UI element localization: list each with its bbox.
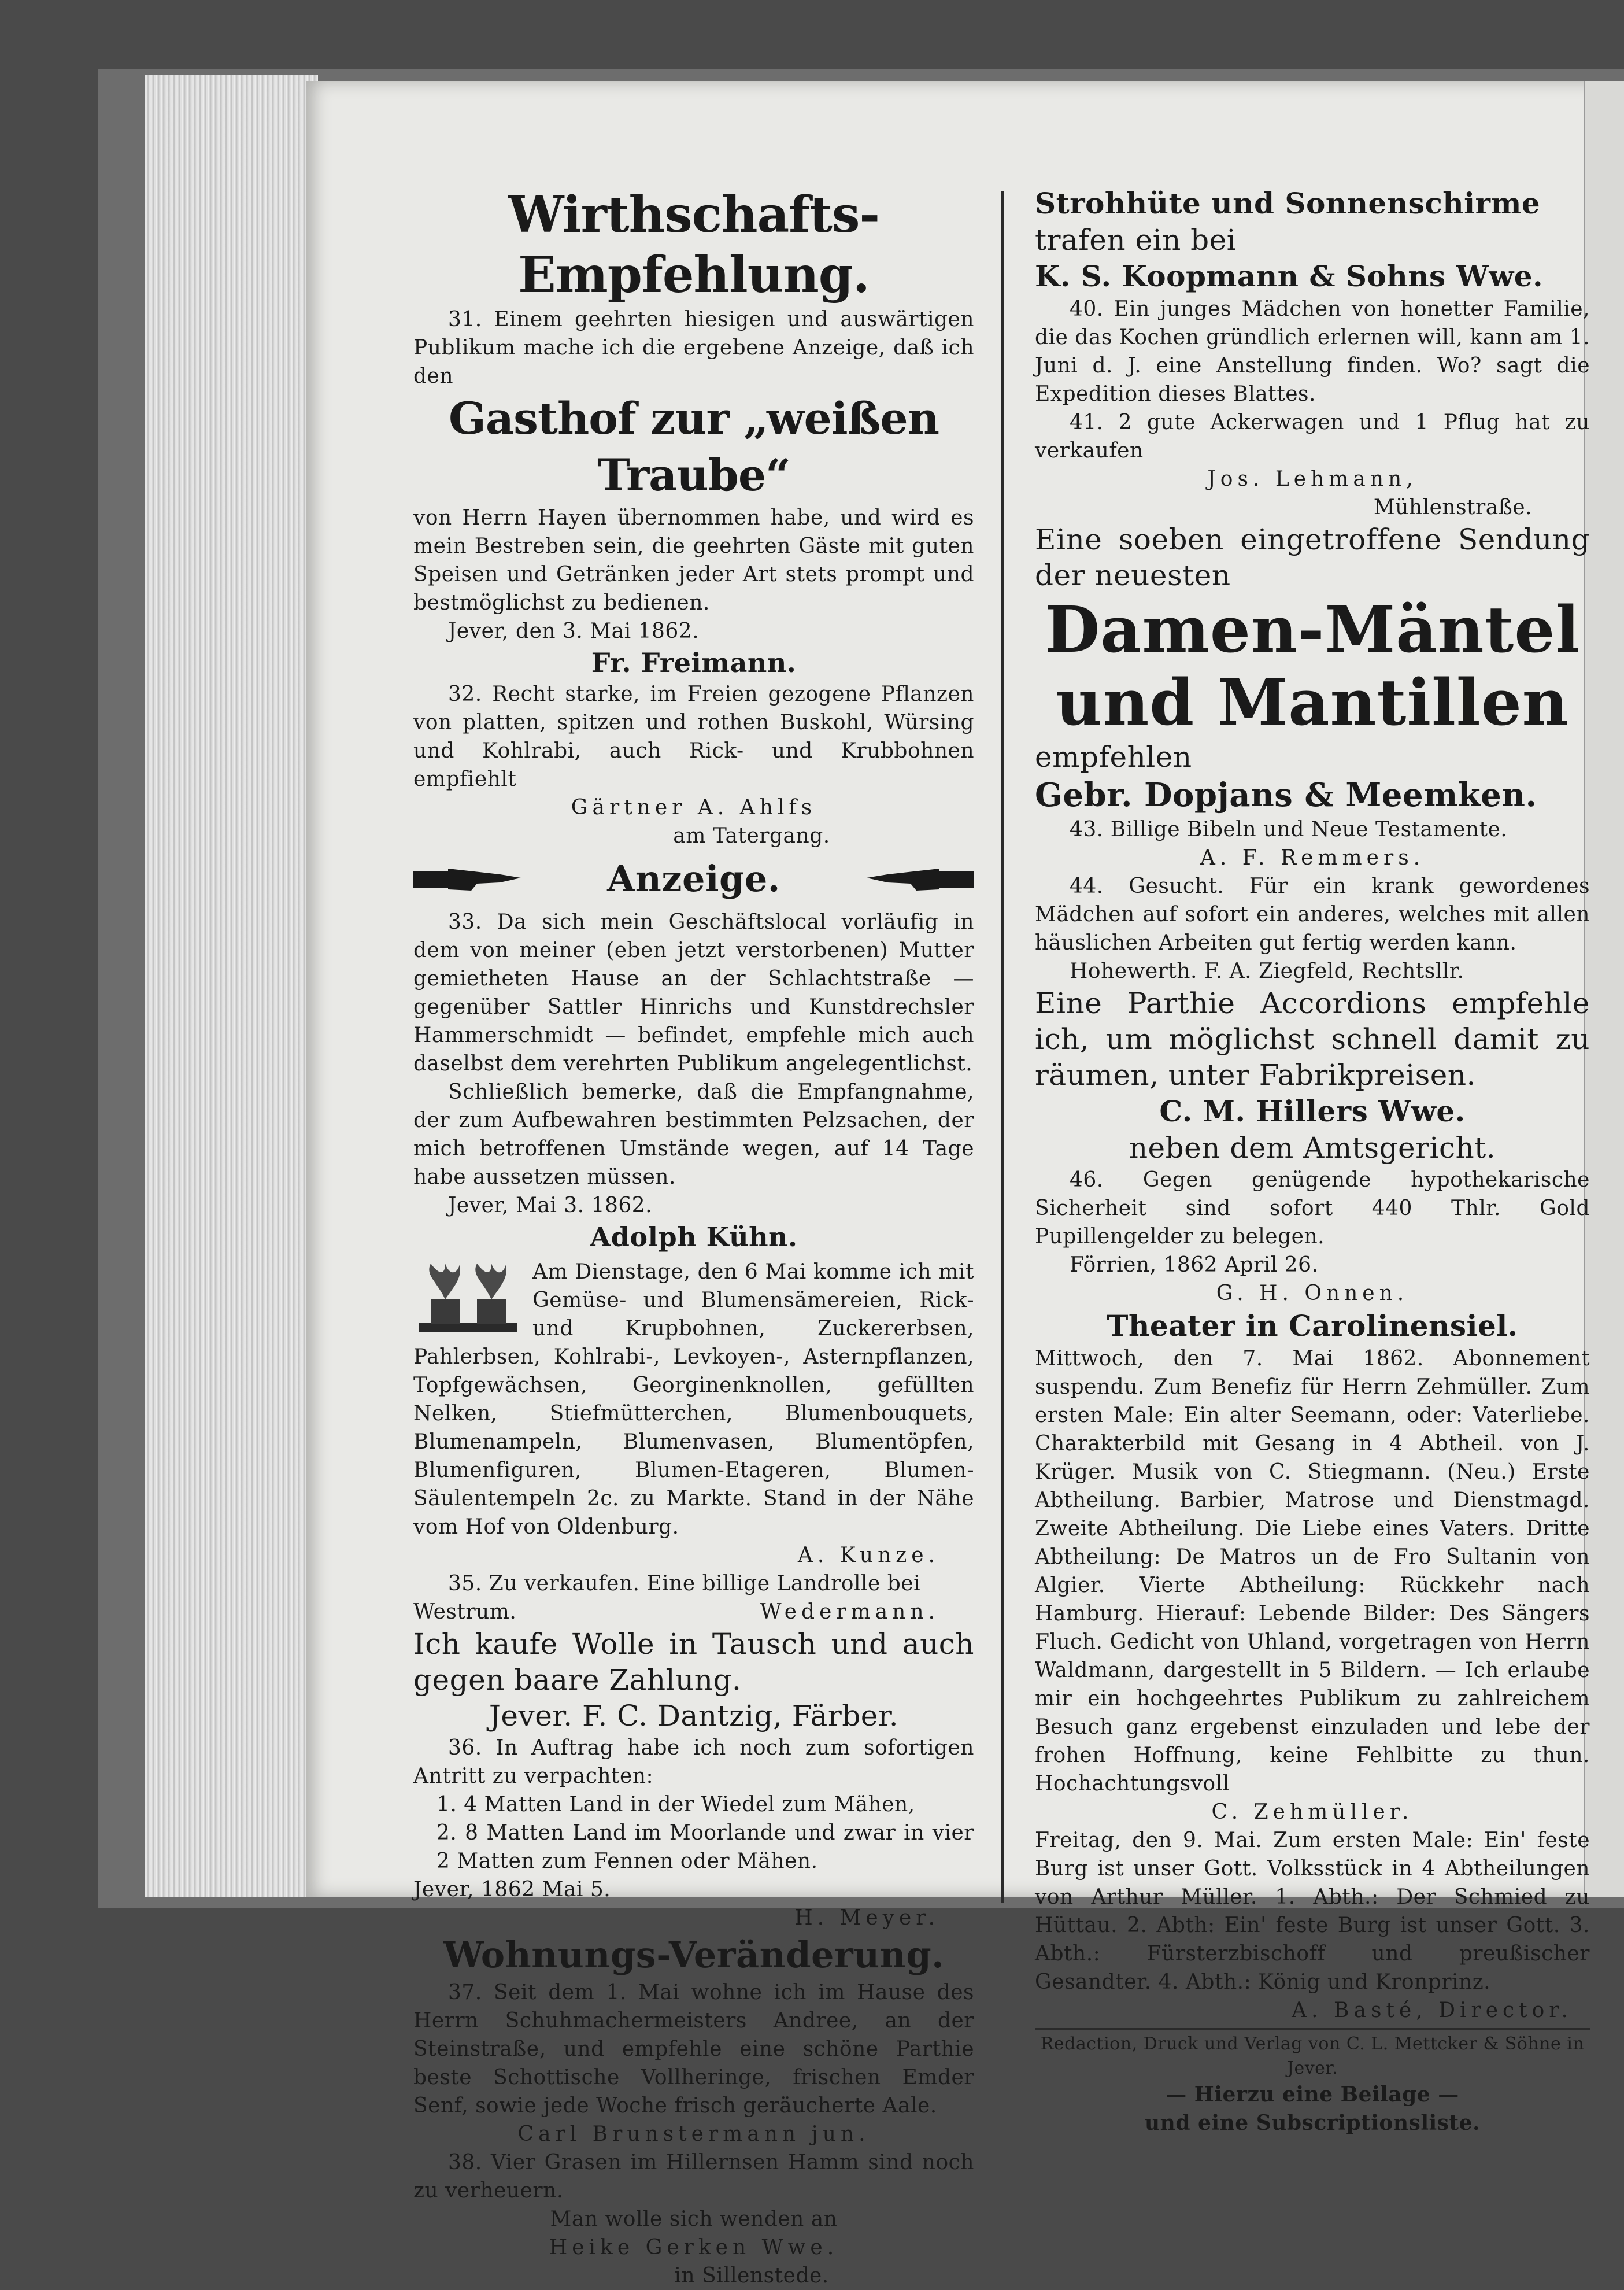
ad-33-date: Jever, Mai 3. 1862. — [448, 1194, 653, 1217]
footer-rule — [1035, 2028, 1590, 2030]
ad-36-item-1: 1. 4 Matten Land in der Wiedel zum Mähen, — [436, 1793, 915, 1816]
ad-31-signature: Fr. Freimann. — [591, 647, 797, 678]
wolle-text: Ich kaufe Wolle in Tausch und auch gegen baare Zahlung. — [413, 1627, 974, 1697]
ad-35-signature: Wedermann. — [760, 1600, 939, 1624]
ad-33-note: Schließlich bemerke, daß die Empfangnahme, der zum Aufbewahren bestimmten Pelzsachen, der mich betroffenen Umstände wegen, auf 14 Tage habe aussetzen müssen. — [413, 1080, 974, 1189]
ad-38-contact: Man wolle sich wenden an — [550, 2207, 838, 2231]
ad-32-signature: Gärtner A. Ahlfs — [571, 796, 817, 819]
ad-37-text: 37. Seit dem 1. Mai wohne ich im Hause des Herrn Schuhmachermeisters Andree, an der Steinstraße, und empfehle eine schöne Parthie beste Schottische Vollheringe, frischen Emder Senf, sowie jede Woche frisch geräucherte Aale. — [413, 1981, 974, 2118]
ad-38-place: in Sillenstede. — [674, 2264, 829, 2288]
stroh-heading: Strohhüte und Sonnenschirme — [1035, 186, 1541, 220]
ad-32-place: am Tatergang. — [673, 824, 830, 848]
ad-46-text: 46. Gegen genügende hypothekarische Sicherheit sind sofort 440 Thlr. Gold Pupillengelder zu belegen. — [1035, 1168, 1590, 1249]
ad-34-signature: A. Kunze. — [797, 1543, 939, 1567]
column-divider — [1001, 191, 1004, 1903]
ad-41-signature: Jos. Lehmann, — [1207, 467, 1418, 491]
ad-40-text: 40. Ein junges Mädchen von honetter Familie, die das Kochen gründlich erlernen will, kann am 1. Juni d. J. eine Anstellung finden. Wo? sagt die Expedition dieses Blattes. — [1035, 297, 1590, 406]
damen-maentel-heading: Damen-Mäntel — [1044, 592, 1581, 667]
theater-heading: Theater in Carolinensiel. — [1107, 1309, 1518, 1343]
ad-33-signature: Adolph Kühn. — [590, 1221, 798, 1253]
empfehlen-text: empfehlen — [1035, 740, 1192, 774]
ad-36-date: Jever, 1862 Mai 5. — [413, 1878, 611, 1901]
ad-34-text: Am Dienstage, den 6 Mai komme ich mit Gemüse- und Blumensämereien, Rick- und Krupbohnen, Zuckererbsen, Pahlerbsen, Kohlrabi-, Levkoyen-, Asternpflanzen, Topfgewächsen, Georginenknollen, gefüllten Nelken, Stiefmütterchen, Blumenbouquets, Blumenampeln, Blumenvasen, Blumentöpfen, Blumenfiguren, Blumen-Etageren, Blumen-Säulentempeln 2c. zu Markte. Stand in der Nähe vom Hof von Oldenburg. — [413, 1260, 974, 1539]
theater-program-1: Mittwoch, den 7. Mai 1862. Abonnement suspendu. Zum Benefiz für Herrn Zehmüller. Zum ersten Male: Ein alter Seemann, oder: Vaterliebe. Charakterbild mit Gesang in 4 Abtheil. von J. Krüger. Musik von C. Stiegmann. (Neu.) Erste Abtheilung. Barbier, Matrose und Dienstmagd. Zweite Abtheilung. Die Liebe eines Vaters. Dritte Abtheilung: De Matros un de Fro Sultanin von Algier. Vierte Abtheilung: Rückkehr nach Hamburg. Hierauf: Lebende Bilder: Des Sängers Fluch. Gedicht von Uhland, vorgetragen von Herrn Waldmann, dargestellt in 5 Bildern. — Ich erlaube mir ein hochgeehrtes Publikum zu zahlreichem Besuch ganz ergebenst einzuladen und lebe der frohen Hoffnung, keine Fehlbitte zu thun. Hochachtungsvoll — [1035, 1347, 1590, 1796]
wohnung-heading: Wohnungs-Veränderung. — [443, 1934, 945, 1976]
left-column — [413, 185, 974, 2290]
stroh-signature: K. S. Koopmann & Sohns Wwe. — [1035, 259, 1544, 293]
subscription-note: und eine Subscriptionsliste. — [1144, 2111, 1481, 2135]
page-edges — [145, 75, 318, 1897]
ad-31-date: Jever, den 3. Mai 1862. — [448, 619, 700, 643]
ad-43-signature: A. F. Remmers. — [1200, 846, 1425, 870]
ad-41-text: 41. 2 gute Ackerwagen und 1 Pflug hat zu verkaufen — [1035, 411, 1590, 463]
ad-37-signature: Carl Brunstermann jun. — [517, 2122, 870, 2146]
ad-44-signature: Hohewerth. F. A. Ziegfeld, Rechtsllr. — [1070, 959, 1464, 983]
pointing-hand-left-icon — [864, 860, 974, 897]
ad-35-place: Westrum. — [413, 1600, 517, 1624]
sendung-text: Eine soeben eingetroffene Sendung der neuesten — [1035, 523, 1590, 592]
ad-36-signature: H. Meyer. — [794, 1906, 939, 1930]
theater-program-2: Freitag, den 9. Mai. Zum ersten Male: Ein' feste Burg ist unser Gott. Volksstück in 4 Abtheilungen von Arthur Müller. 1. Abth.: Der Schmied zu Hüttau. 2. Abth: Ein' feste Burg ist unser Gott. 3. Abth.: Fürsterzbischoff und preußischer Gesandter. 4. Abth.: König und Kronprinz. — [1035, 1829, 1590, 1994]
ad-34 — [413, 1258, 974, 1541]
title-wirthschafts: Wirthschafts-Empfehlung. — [508, 186, 880, 304]
ad-44-text: 44. Gesucht. Für ein krank gewordenes Mädchen auf sofort ein anderes, welches mit allen häuslichen Arbeiten gut fertig werden kann. — [1035, 874, 1590, 955]
ad-46-signature: G. H. Onnen. — [1216, 1281, 1409, 1305]
stroh-subheading: trafen ein bei — [1035, 223, 1237, 257]
ad-41-place: Mühlenstraße. — [1373, 496, 1532, 519]
ad-35-text: 35. Zu verkaufen. Eine billige Landrolle bei — [448, 1572, 921, 1595]
accordions-text: Eine Parthie Accordions empfehle ich, um möglichst schnell damit zu räumen, unter Fabrikpreisen. — [1035, 987, 1590, 1092]
ad-36-item-2: 2. 8 Matten Land im Moorlande und zwar in vier 2 Matten zum Fennen oder Mähen. — [436, 1821, 974, 1873]
flower-pots-icon — [413, 1258, 523, 1339]
theater-signature-1: C. Zehmüller. — [1211, 1800, 1414, 1824]
ad-31-text: 31. Einem geehrten hiesigen und auswärtigen Publikum mache ich die ergebene Anzeige, daß ich den — [413, 308, 974, 388]
gasthof-heading: Gasthof zur „weißen Traube“ — [448, 393, 939, 501]
theater-signature-2: A. Basté, Director. — [1292, 1999, 1573, 2022]
next-page-edge — [1584, 81, 1624, 1897]
pointing-hand-right-icon — [413, 860, 523, 897]
ad-46-date: Förrien, 1862 April 26. — [1070, 1253, 1319, 1277]
anzeige-row — [413, 856, 974, 902]
ad-36-text: 36. In Auftrag habe ich noch zum sofortigen Antritt zu verpachten: — [413, 1736, 974, 1788]
hillers-signature: C. M. Hillers Wwe. — [1159, 1094, 1466, 1128]
ad-33-text: 33. Da sich mein Geschäftslocal vorläufig in dem von meiner (eben jetzt verstorbenen) Mutter gemietheten Hause an der Schlachtstraße — gegenüber Sattler Hinrichs und Kunstdrechsler Hammerschmidt — befindet, empfehle mich auch daselbst dem verehrten Publikum angelegentlichst. — [413, 910, 974, 1076]
ad-32-text: 32. Recht starke, im Freien gezogene Pflanzen von platten, spitzen und rothen Buskohl, Würsing und Kohlrabi, auch Rick- und Krubbohnen empfiehlt — [413, 682, 974, 791]
dopjans-signature: Gebr. Dopjans & Meemken. — [1035, 776, 1537, 814]
mantillen-heading: und Mantillen — [1056, 665, 1569, 740]
imprint: Redaction, Druck und Verlag von C. L. Mettcker & Söhne in Jever. — [1040, 2034, 1585, 2078]
ad-43-text: 43. Billige Bibeln und Neue Testamente. — [1070, 818, 1508, 841]
ad-31-body: von Herrn Hayen übernommen habe, und wird es mein Bestreben sein, die geehrten Gäste mit guten Speisen und Getränken jeder Art stets prompt und bestmöglichst zu bedienen. — [413, 506, 974, 615]
beilage-note: — Hierzu eine Beilage — — [1166, 2082, 1459, 2107]
hillers-address: neben dem Amtsgericht. — [1129, 1131, 1496, 1165]
anzeige-heading: Anzeige. — [607, 858, 780, 900]
ad-38-signature: Heike Gerken Wwe. — [549, 2236, 839, 2259]
wolle-signature: Jever. F. C. Dantzig, Färber. — [489, 1699, 899, 1733]
right-column — [1035, 185, 1590, 2137]
ad-38-text: 38. Vier Grasen im Hillernsen Hamm sind noch zu verheuern. — [413, 2151, 974, 2203]
